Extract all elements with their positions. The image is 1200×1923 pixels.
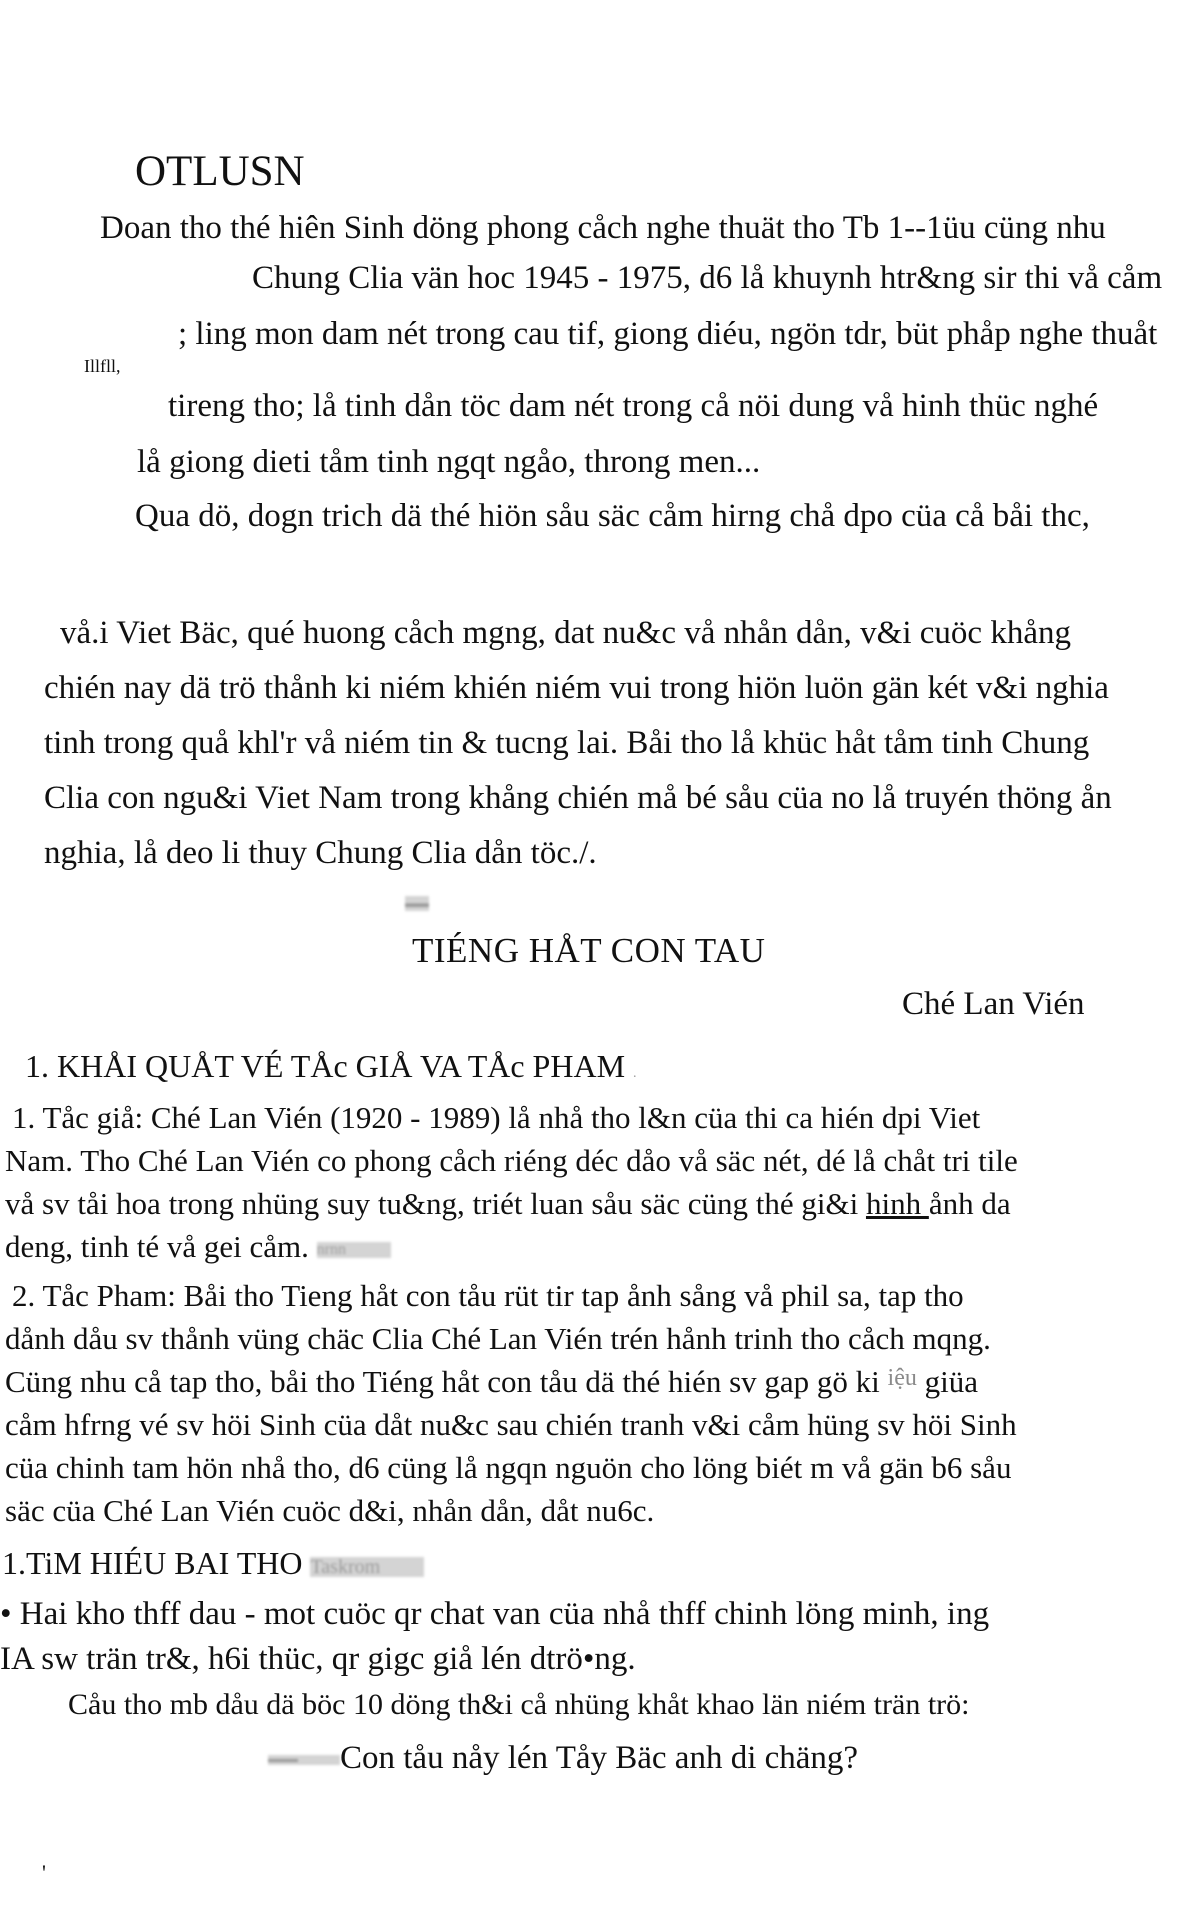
section-1-heading <box>25 1050 637 1082</box>
paragraph-line-3: tinh trong quå khl'r vå niém tin & tucng lai. Båi tho lå khüc håt tåm tinh Chung <box>44 725 1090 761</box>
tac-pham-line-6: säc cüa Ché Lan Vién cuöc d&i, nhån dån, dåt nu6c. <box>5 1493 655 1528</box>
section-1-heading-dot: . <box>633 1066 637 1081</box>
paragraph-line-4: Clia con ngu&i Viet Nam trong khång chién må bé såu cüa no lå truyén thöng ån <box>44 780 1112 816</box>
conclusion-line-1: Doan tho thé hiên Sinh döng phong cåch nghe thuät tho Tb 1--1üu cüng nhu <box>100 210 1106 246</box>
tac-gia-line-3-text: vå sv tåi hoa trong nhüng suy tu&ng, triét luan såu säc cüng thé gi&i <box>5 1186 866 1221</box>
quote-smudge: ▬▬▬ <box>268 1755 340 1765</box>
tac-pham-line-4: cåm hfrng vé sv höi Sinh cüa dåt nu&c sau chién tranh v&i cåm hüng sv höi Sinh <box>5 1407 1017 1442</box>
margin-mark: Illfll, <box>84 356 121 376</box>
body-line-1: • Hai kho thff dau - mot cuöc qr chat van cüa nhå thff chinh löng minh, ing <box>0 1596 990 1632</box>
heading: OTLUSN <box>135 148 305 195</box>
tac-pham-line-3 <box>5 1366 978 1397</box>
tac-pham-line-5: cüa chinh tam hön nhå tho, d6 cüng lå ngqn nguön cho löng biét m vå gän b6 såu <box>5 1450 1012 1485</box>
conclusion-line-3: ; ling mon dam nét trong cau tif, giong diéu, ngön tdr, büt phåp nghe thuåt <box>178 316 1158 352</box>
smudge-mark: ▬▬ <box>405 896 429 911</box>
section-2-heading-text: 1.TiM HIÉU BAI THO <box>2 1545 303 1581</box>
footer-tick: ' <box>42 1860 46 1885</box>
paragraph-line-2: chién nay dä trö thånh ki niém khién niém vui trong hiön luön gän két v&i nghia <box>44 670 1109 706</box>
section-2-heading <box>2 1547 424 1579</box>
section-1-heading-text: 1. KHÅI QUÅT VÉ TÅc GIÅ VA TÅc PHAM <box>25 1048 626 1084</box>
paragraph-line-5: nghia, lå deo li thuy Chung Clia dån töc./. <box>44 835 597 871</box>
author-name: Ché Lan Vién <box>902 986 1085 1022</box>
tac-gia-line-1: 1. Tåc giå: Ché Lan Vién (1920 - 1989) lå nhå tho l&n cüa thi ca hién dpi Viet <box>12 1100 981 1135</box>
body-line-2: IA sw trän tr&, h6i thüc, qr gigc giå lén dtrö•ng. <box>0 1641 636 1677</box>
section-2-smudge: Taskrom <box>310 1557 424 1577</box>
quote-line <box>268 1742 858 1775</box>
tac-gia-smudge: nrnn <box>317 1242 391 1258</box>
tac-gia-line-3 <box>5 1188 1011 1219</box>
conclusion-line-6: Qua dö, dogn trich dä thé hiön såu säc cåm hirng chå dpo cüa cå båi thc, <box>135 498 1090 534</box>
tac-pham-faded-word: iệu <box>887 1365 917 1391</box>
paragraph-line-1: vå.i Viet Bäc, qué huong cåch mgng, dat nu&c vå nhån dån, v&i cuöc khång <box>60 615 1071 651</box>
tac-pham-line-3-text: Cüng nhu cå tap tho, båi tho Tiéng håt con tåu dä thé hién sv gap gö ki <box>5 1364 888 1399</box>
conclusion-line-5: lå giong dieti tåm tinh ngqt ngåo, throng men... <box>137 444 761 480</box>
tac-gia-line-4-text: deng, tinh té vå gei cåm. <box>5 1229 309 1264</box>
tac-gia-line-4 <box>5 1231 391 1262</box>
poem-title: TIÉNG HÅT CON TAU <box>412 931 766 970</box>
tac-pham-line-3-tail: giüa <box>916 1364 978 1399</box>
body-line-3: Cåu tho mb dåu dä böc 10 döng th&i cå nhüng khåt khao län niém trän trö: <box>68 1688 970 1721</box>
tac-gia-line-3-tail: ånh da <box>928 1186 1011 1221</box>
quote-text: Con tåu nåy lén Tåy Bäc anh di chäng? <box>340 1740 859 1776</box>
conclusion-line-2: Chung Clia vän hoc 1945 - 1975, d6 lå khuynh htr&ng sir thi vå cåm <box>252 260 1163 296</box>
tac-gia-underlined-word: hinh <box>865 1186 929 1221</box>
tac-pham-line-2: dånh dåu sv thånh vüng chäc Clia Ché Lan Vién trén hånh trinh tho cåch mqng. <box>5 1321 991 1356</box>
tac-gia-line-2: Nam. Tho Ché Lan Vién co phong cåch riéng déc dåo vå säc nét, dé lå chåt tri tile <box>5 1143 1018 1178</box>
conclusion-line-4: tireng tho; lå tinh dån töc dam nét trong cå nöi dung vå hinh thüc nghé <box>168 388 1099 424</box>
tac-pham-line-1: 2. Tåc Pham: Båi tho Tieng håt con tåu rüt tir tap ånh sång vå phil sa, tap tho <box>12 1278 964 1313</box>
